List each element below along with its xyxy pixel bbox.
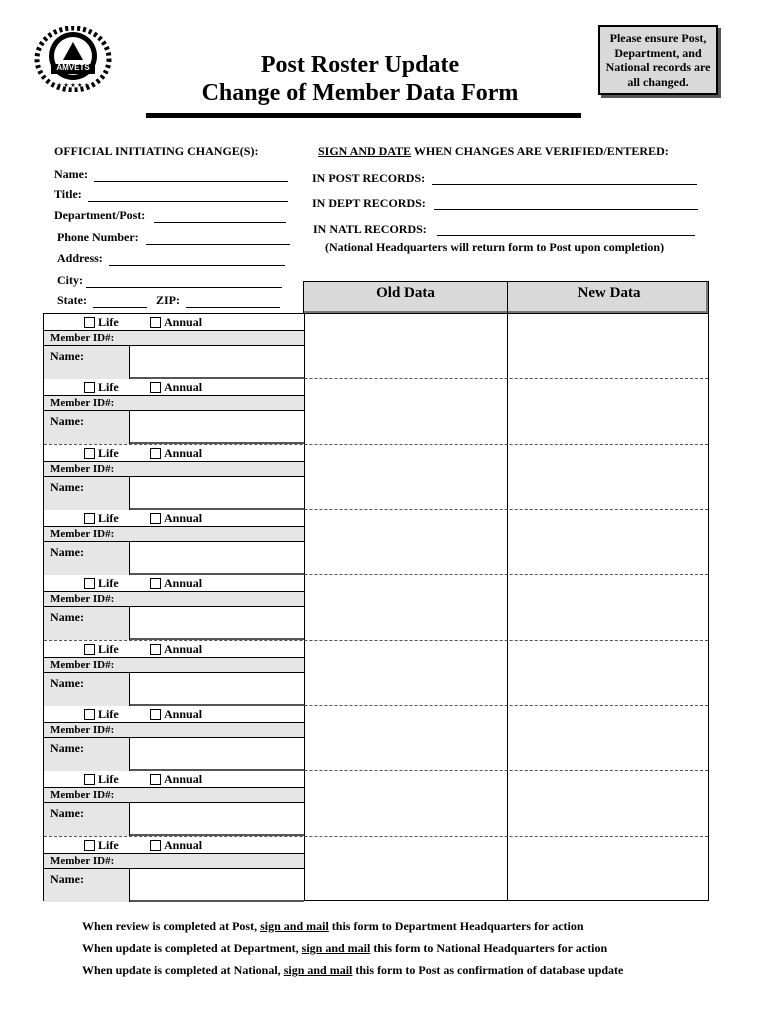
membership-type [44,510,304,526]
annual-label: Annual [164,315,203,329]
zip-label: ZIP: [156,293,180,307]
annual-option[interactable] [150,772,202,787]
member-name-field[interactable] [130,738,304,771]
member-id-label: Member ID#: [50,593,115,606]
footer-line-1-rest: this form to Department Headquarters for action [328,919,584,933]
footer-line-3-rest: this form to Post as confirmation of database update [352,963,624,977]
life-option[interactable] [84,446,119,461]
member-id-field[interactable] [44,526,304,542]
name-label-cell [44,803,130,836]
annual-label: Annual [164,511,203,525]
name-label-cell [44,346,130,379]
member-name-label: Name: [50,741,84,755]
official-name-field[interactable] [94,181,288,182]
life-checkbox[interactable] [84,513,95,524]
member-id-label: Member ID#: [50,528,115,540]
annual-label: Annual [164,445,203,460]
member-id-field[interactable] [44,853,304,869]
member-id-label: Member ID#: [50,332,115,344]
member-id-field[interactable] [44,395,304,411]
member-id-field[interactable] [44,591,304,607]
membership-type [44,706,304,722]
annual-option[interactable] [150,576,202,591]
member-row [44,575,708,640]
natl-records-label: IN NATL RECORDS: [313,222,427,236]
membership-type [44,771,304,787]
life-label: Life [98,380,119,395]
state-field[interactable] [93,307,147,308]
footer-line-2-rest: this form to National Headquarters for action [370,941,608,955]
member-name-label: Name: [50,349,84,363]
address-label: Address: [57,251,103,265]
life-option[interactable] [84,315,119,330]
member-id-field[interactable] [44,330,304,346]
member-id-field[interactable] [44,722,304,738]
annual-option[interactable] [150,511,202,526]
name-label-cell [44,607,130,640]
annual-checkbox[interactable] [150,578,161,589]
dept-records-signature[interactable] [434,209,698,210]
member-id-label: Member ID#: [50,397,115,410]
life-option[interactable] [84,576,119,591]
official-name-label: Name: [54,167,88,181]
records-note-box: Please ensure Post, Department, and National records are all changed. [598,25,718,95]
member-name-field[interactable] [130,477,304,510]
life-option[interactable] [84,642,119,657]
old-data-header: Old Data [376,285,435,301]
membership-type [44,314,304,330]
life-checkbox[interactable] [84,709,95,720]
annual-label: Annual [164,837,203,852]
name-label-cell [44,673,130,706]
life-label: Life [98,641,119,656]
member-row [44,771,708,836]
logo-text: AMVETS [56,63,90,72]
name-label-cell [44,411,130,444]
life-checkbox[interactable] [84,644,95,655]
membership-type [44,445,304,461]
member-row [44,837,708,902]
annual-option[interactable] [150,838,202,853]
annual-checkbox[interactable] [150,840,161,851]
footer-line-2-text: When update is completed at Department, [82,941,302,955]
life-checkbox[interactable] [84,317,95,328]
department-post-field[interactable] [154,222,286,223]
address-field[interactable] [109,265,285,266]
natl-records-signature[interactable] [437,235,695,236]
annual-option[interactable] [150,315,202,330]
member-row [44,445,708,510]
name-label-cell [44,738,130,771]
member-id-label: Member ID#: [50,462,115,475]
member-row [44,379,708,444]
sign-heading [318,144,669,159]
official-title-label: Title: [54,187,82,201]
annual-label: Annual [164,576,203,591]
life-label: Life [98,837,119,852]
member-name-field[interactable] [130,803,304,836]
name-label-cell [44,542,130,575]
department-post-label: Department/Post: [54,208,146,222]
member-name-field[interactable] [130,607,304,640]
annual-option[interactable] [150,642,202,657]
member-name-label: Name: [50,806,84,821]
sign-heading-rest: WHEN CHANGES ARE VERIFIED/ENTERED: [411,144,669,158]
annual-label: Annual [164,641,203,656]
member-name-label: Name: [50,610,84,625]
membership-type [44,837,304,853]
annual-checkbox[interactable] [150,382,161,393]
life-option[interactable] [84,772,119,787]
city-label: City: [57,273,83,287]
life-option[interactable] [84,380,119,395]
annual-label: Annual [164,380,203,395]
footer-line-3 [82,963,623,978]
member-name-field[interactable] [130,542,304,575]
member-name-label: Name: [50,414,84,429]
membership-type [44,379,304,395]
sign-heading-underlined: SIGN AND DATE [318,144,412,158]
svg-text:★ ★ ★ ★ ★: ★ ★ ★ ★ ★ [56,83,90,89]
title-divider [146,113,581,118]
annual-option[interactable] [150,446,202,461]
new-data-header: New Data [577,285,641,301]
life-checkbox[interactable] [84,774,95,785]
annual-label: Annual [164,772,203,787]
annual-checkbox[interactable] [150,774,161,785]
life-checkbox[interactable] [84,448,95,459]
footer-line-2 [82,941,607,956]
member-id-label: Member ID#: [50,724,115,736]
life-label: Life [98,445,119,460]
life-label: Life [98,315,119,329]
annual-option[interactable] [150,707,202,722]
post-records-label: IN POST RECORDS: [312,171,426,185]
annual-checkbox[interactable] [150,317,161,328]
life-label: Life [98,576,119,591]
life-label: Life [98,511,119,525]
member-name-label: Name: [50,871,84,886]
phone-field[interactable] [146,244,290,245]
name-label-cell [44,477,130,510]
footer-line-1-text: When review is completed at Post, [82,919,261,933]
member-name-label: Name: [50,479,84,494]
name-label-cell [44,869,130,902]
state-label: State: [57,293,87,307]
annual-option[interactable] [150,380,202,395]
amvets-logo [33,26,113,92]
member-id-label: Member ID#: [50,658,115,671]
life-option[interactable] [84,707,119,722]
member-row [44,314,708,379]
member-data-table [43,313,709,901]
life-checkbox[interactable] [84,840,95,851]
life-checkbox[interactable] [84,382,95,393]
official-title-field[interactable] [88,201,288,202]
dept-records-label: IN DEPT RECORDS: [312,196,426,210]
zip-field[interactable] [186,307,280,308]
annual-checkbox[interactable] [150,448,161,459]
member-row [44,641,708,706]
member-name-field[interactable] [130,411,304,444]
life-checkbox[interactable] [84,578,95,589]
form-title-line2: Change of Member Data Form [201,80,519,106]
official-heading: OFFICIAL INITIATING CHANGE(S): [54,144,259,158]
natl-note: (National Headquarters will return form to Post upon completion) [325,240,665,254]
life-option[interactable] [84,838,119,853]
footer-line-1-emphasis: sign and mail [260,919,329,933]
footer-line-3-emphasis: sign and mail [283,963,353,977]
member-id-field[interactable] [44,787,304,803]
annual-checkbox[interactable] [150,644,161,655]
data-table-header [303,281,709,313]
membership-type [44,641,304,657]
form-title-line1: Post Roster Update [260,52,460,78]
footer-line-1 [82,919,584,934]
member-name-label: Name: [50,545,84,559]
life-label: Life [98,707,119,721]
footer-line-2-emphasis: sign and mail [301,941,371,955]
member-id-label: Member ID#: [50,789,115,802]
member-name-field[interactable] [130,673,304,706]
annual-checkbox[interactable] [150,709,161,720]
member-name-label: Name: [50,675,84,690]
member-row [44,510,708,575]
phone-label: Phone Number: [57,230,139,244]
footer-line-3-text: When update is completed at National, [82,963,284,977]
life-label: Life [98,772,119,787]
member-name-field[interactable] [130,869,304,902]
member-row [44,706,708,771]
life-option[interactable] [84,511,119,526]
annual-checkbox[interactable] [150,513,161,524]
member-id-field[interactable] [44,461,304,477]
member-id-field[interactable] [44,657,304,673]
membership-type [44,575,304,591]
member-id-label: Member ID#: [50,854,115,867]
city-field[interactable] [86,287,282,288]
member-name-field[interactable] [130,346,304,379]
annual-label: Annual [164,707,203,721]
post-records-signature[interactable] [432,184,697,185]
